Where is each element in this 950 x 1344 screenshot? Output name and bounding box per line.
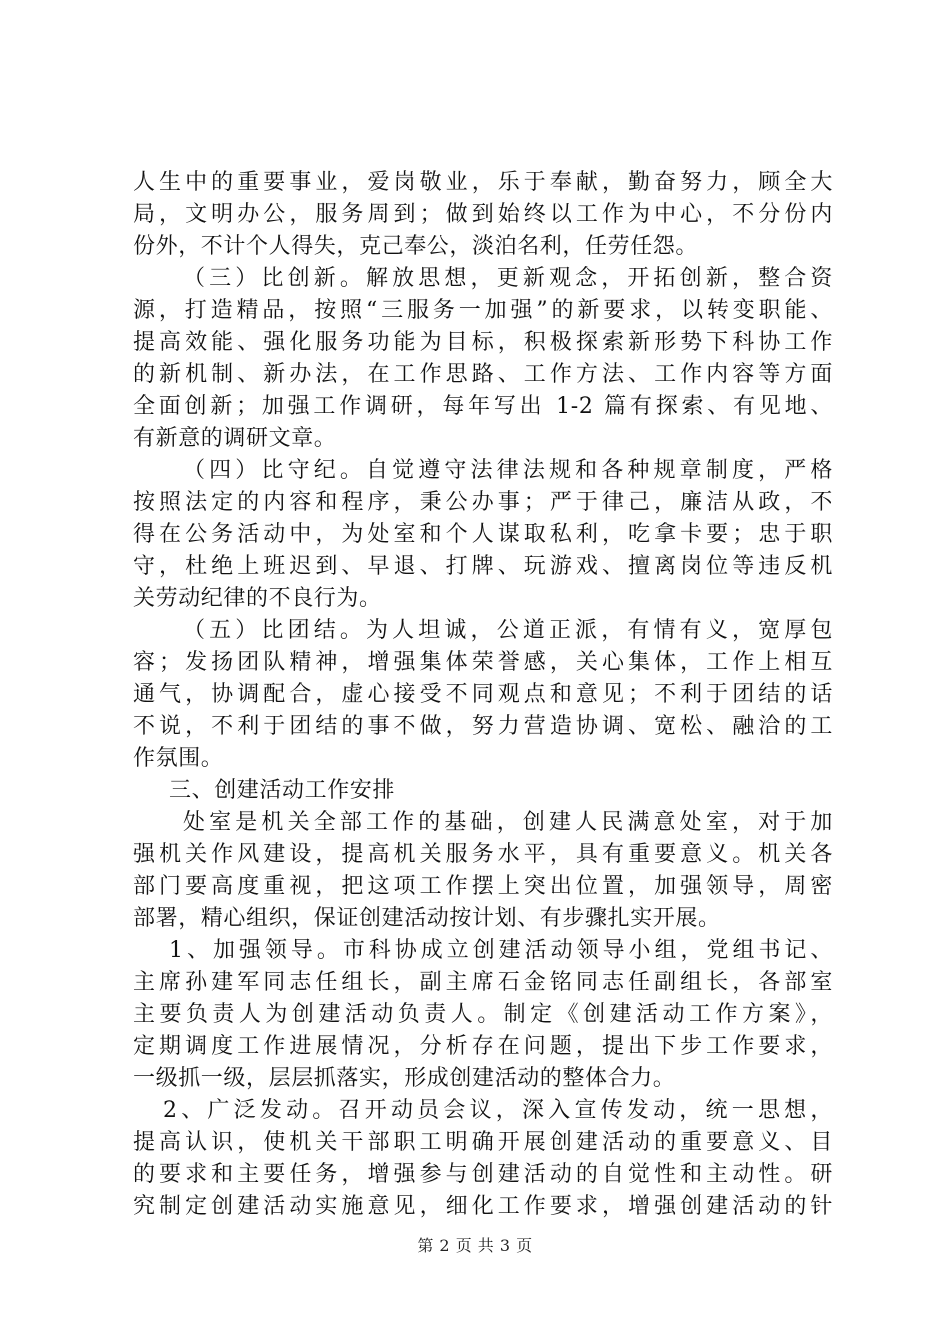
text-line: （三）比创新。解放思想，更新观念，开拓创新，整合资 xyxy=(183,266,833,291)
text-line: 人生中的重要事业，爱岗敬业，乐于奉献，勤奋努力，顾全大 xyxy=(133,170,833,195)
text-line: 1、加强领导。市科协成立创建活动领导小组，党组书记、 xyxy=(169,938,833,963)
text-line: 守，杜绝上班迟到、早退、打牌、玩游戏、擅离岗位等违反机 xyxy=(133,554,833,579)
text-line: 作氛围。 xyxy=(133,746,224,771)
text-line: 强机关作风建设，提高机关服务水平，具有重要意义。机关各 xyxy=(133,842,833,867)
text-line: （五）比团结。为人坦诚，公道正派，有情有义，宽厚包 xyxy=(183,618,833,643)
text-line: 主要负责人为创建活动负责人。制定《创建活动工作方案》， xyxy=(133,1002,833,1027)
text-line: 容；发扬团队精神，增强集体荣誉感，关心集体，工作上相互 xyxy=(133,650,833,675)
text-line: 通气，协调配合，虚心接受不同观点和意见；不利于团结的话 xyxy=(133,682,833,707)
section-heading: 三、创建活动工作安排 xyxy=(169,778,396,803)
text-line: 有新意的调研文章。 xyxy=(133,426,337,451)
text-line: 关劳动纪律的不良行为。 xyxy=(133,586,382,611)
text-line: 源，打造精品，按照“三服务一加强”的新要求，以转变职能、 xyxy=(133,298,833,323)
text-line: 部署，精心组织，保证创建活动按计划、有步骤扎实开展。 xyxy=(133,906,721,931)
text-line: 处室是机关全部工作的基础，创建人民满意处室，对于加 xyxy=(183,810,833,835)
text-line: 2、广泛发动。召开动员会议，深入宣传发动，统一思想， xyxy=(163,1098,833,1123)
document-body xyxy=(133,167,833,1223)
text-line: 一级抓一级，层层抓落实，形成创建活动的整体合力。 xyxy=(133,1066,676,1091)
text-line: （四）比守纪。自觉遵守法律法规和各种规章制度，严格 xyxy=(183,458,833,483)
text-line: 定期调度工作进展情况，分析存在问题，提出下步工作要求， xyxy=(133,1034,833,1059)
page-number-label: 第 2 页 共 3 页 xyxy=(417,1236,533,1255)
page-footer xyxy=(0,1236,950,1256)
text-line: 按照法定的内容和程序，秉公办事；严于律己，廉洁从政，不 xyxy=(133,490,833,515)
text-line: 究制定创建活动实施意见，细化工作要求，增强创建活动的针 xyxy=(133,1194,833,1219)
text-line: 的要求和主要任务，增强参与创建活动的自觉性和主动性。研 xyxy=(133,1162,833,1187)
text-line: 部门要高度重视，把这项工作摆上突出位置，加强领导，周密 xyxy=(133,874,833,899)
text-line: 份外，不计个人得失，克己奉公，淡泊名利，任劳任怨。 xyxy=(133,234,699,259)
text-line: 全面创新；加强工作调研，每年写出 1-2 篇有探索、有见地、 xyxy=(133,394,833,419)
text-line: 得在公务活动中，为处室和个人谋取私利，吃拿卡要；忠于职 xyxy=(133,522,833,547)
text-line: 提高认识，使机关干部职工明确开展创建活动的重要意义、目 xyxy=(133,1130,833,1155)
text-line: 局，文明办公，服务周到；做到始终以工作为中心，不分份内 xyxy=(133,202,833,227)
text-line: 的新机制、新办法，在工作思路、工作方法、工作内容等方面 xyxy=(133,362,833,387)
text-line: 主席孙建军同志任组长，副主席石金铭同志任副组长，各部室 xyxy=(133,970,833,995)
text-line: 不说，不利于团结的事不做，努力营造协调、宽松、融洽的工 xyxy=(133,714,833,739)
text-line: 提高效能、强化服务功能为目标，积极探索新形势下科协工作 xyxy=(133,330,833,355)
